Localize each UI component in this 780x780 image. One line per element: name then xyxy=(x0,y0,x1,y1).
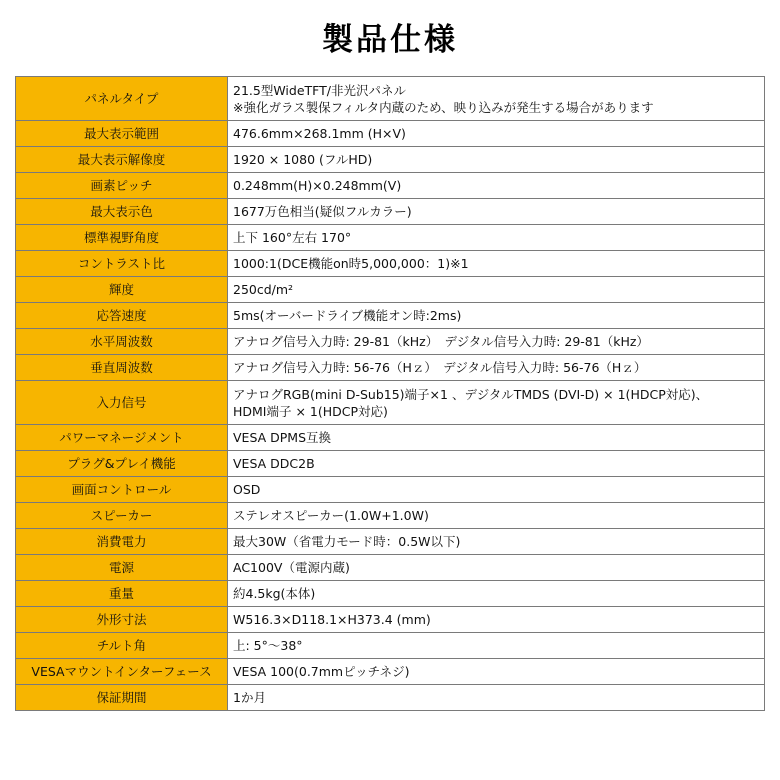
table-row xyxy=(16,329,765,355)
table-row xyxy=(16,381,765,425)
spec-label: 画素ピッチ xyxy=(16,173,228,199)
spec-value-line: 21.5型WideTFT/非光沢パネル xyxy=(233,82,406,98)
table-row xyxy=(16,303,765,329)
spec-label: プラグ&プレイ機能 xyxy=(16,451,228,477)
spec-value: 1000:1(DCE機能on時5,000,000：1)※1 xyxy=(228,251,765,277)
table-row xyxy=(16,147,765,173)
spec-value: 上: 5°～38° xyxy=(228,633,765,659)
table-row xyxy=(16,503,765,529)
table-row xyxy=(16,607,765,633)
spec-label: 入力信号 xyxy=(16,381,228,425)
spec-value xyxy=(228,381,765,425)
spec-value: 上下 160°左右 170° xyxy=(228,225,765,251)
spec-label: 最大表示色 xyxy=(16,199,228,225)
spec-value: VESA DDC2B xyxy=(228,451,765,477)
spec-label: パネルタイプ xyxy=(16,77,228,121)
table-row xyxy=(16,425,765,451)
spec-label: 応答速度 xyxy=(16,303,228,329)
table-row xyxy=(16,77,765,121)
spec-label: 保証期間 xyxy=(16,685,228,711)
spec-value-line: アナログRGB(mini D-Sub15)端子×1 、デジタルTMDS (DVI-D) × 1(HDCP対応)、 xyxy=(233,386,709,402)
spec-value: W516.3×D118.1×H373.4 (mm) xyxy=(228,607,765,633)
spec-label: 標準視野角度 xyxy=(16,225,228,251)
spec-value: VESA DPMS互換 xyxy=(228,425,765,451)
spec-value: 5ms(オーバードライブ機能オン時:2ms) xyxy=(228,303,765,329)
spec-label: コントラスト比 xyxy=(16,251,228,277)
spec-label: 消費電力 xyxy=(16,529,228,555)
table-row xyxy=(16,173,765,199)
spec-value-note: HDMI端子 × 1(HDCP対応) xyxy=(233,403,388,419)
spec-value xyxy=(228,77,765,121)
spec-value: 476.6mm×268.1mm (H×V) xyxy=(228,121,765,147)
table-row xyxy=(16,355,765,381)
table-row xyxy=(16,277,765,303)
page-title: 製品仕様 xyxy=(322,22,458,58)
spec-label: 最大表示解像度 xyxy=(16,147,228,173)
spec-label: 垂直周波数 xyxy=(16,355,228,381)
spec-label: VESAマウントインターフェース xyxy=(16,659,228,685)
spec-value: 0.248mm(H)×0.248mm(V) xyxy=(228,173,765,199)
spec-label: 重量 xyxy=(16,581,228,607)
table-row xyxy=(16,199,765,225)
spec-value: 250cd/m² xyxy=(228,277,765,303)
spec-value: VESA 100(0.7mmピッチネジ) xyxy=(228,659,765,685)
table-row xyxy=(16,659,765,685)
spec-value: ステレオスピーカー(1.0W+1.0W) xyxy=(228,503,765,529)
table-row xyxy=(16,121,765,147)
table-row xyxy=(16,477,765,503)
table-row xyxy=(16,451,765,477)
spec-value: 約4.5kg(本体) xyxy=(228,581,765,607)
table-row xyxy=(16,225,765,251)
spec-label: 外形寸法 xyxy=(16,607,228,633)
spec-label: 画面コントロール xyxy=(16,477,228,503)
spec-value: アナログ信号入力時: 56-76（Hｚ） デジタル信号入力時: 56-76（Hｚ） xyxy=(228,355,765,381)
table-row xyxy=(16,251,765,277)
spec-value: 1920 × 1080 (フルHD) xyxy=(228,147,765,173)
spec-table xyxy=(15,76,765,711)
spec-value: OSD xyxy=(228,477,765,503)
table-row xyxy=(16,529,765,555)
spec-value: 1677万色相当(疑似フルカラー) xyxy=(228,199,765,225)
spec-label: 水平周波数 xyxy=(16,329,228,355)
table-row xyxy=(16,555,765,581)
spec-label: 輝度 xyxy=(16,277,228,303)
spec-value-note: ※強化ガラス製保フィルタ内蔵のため、映り込みが発生する場合があります xyxy=(233,99,654,115)
spec-value: 最大30W（省電力モード時：0.5W以下) xyxy=(228,529,765,555)
table-row xyxy=(16,685,765,711)
table-row xyxy=(16,633,765,659)
spec-label: スピーカー xyxy=(16,503,228,529)
spec-value: 1か月 xyxy=(228,685,765,711)
spec-label: チルト角 xyxy=(16,633,228,659)
spec-label: パワーマネージメント xyxy=(16,425,228,451)
spec-value: アナログ信号入力時: 29-81（kHz） デジタル信号入力時: 29-81（kHz） xyxy=(228,329,765,355)
spec-label: 電源 xyxy=(16,555,228,581)
table-row xyxy=(16,581,765,607)
spec-value: AC100V（電源内蔵) xyxy=(228,555,765,581)
spec-label: 最大表示範囲 xyxy=(16,121,228,147)
